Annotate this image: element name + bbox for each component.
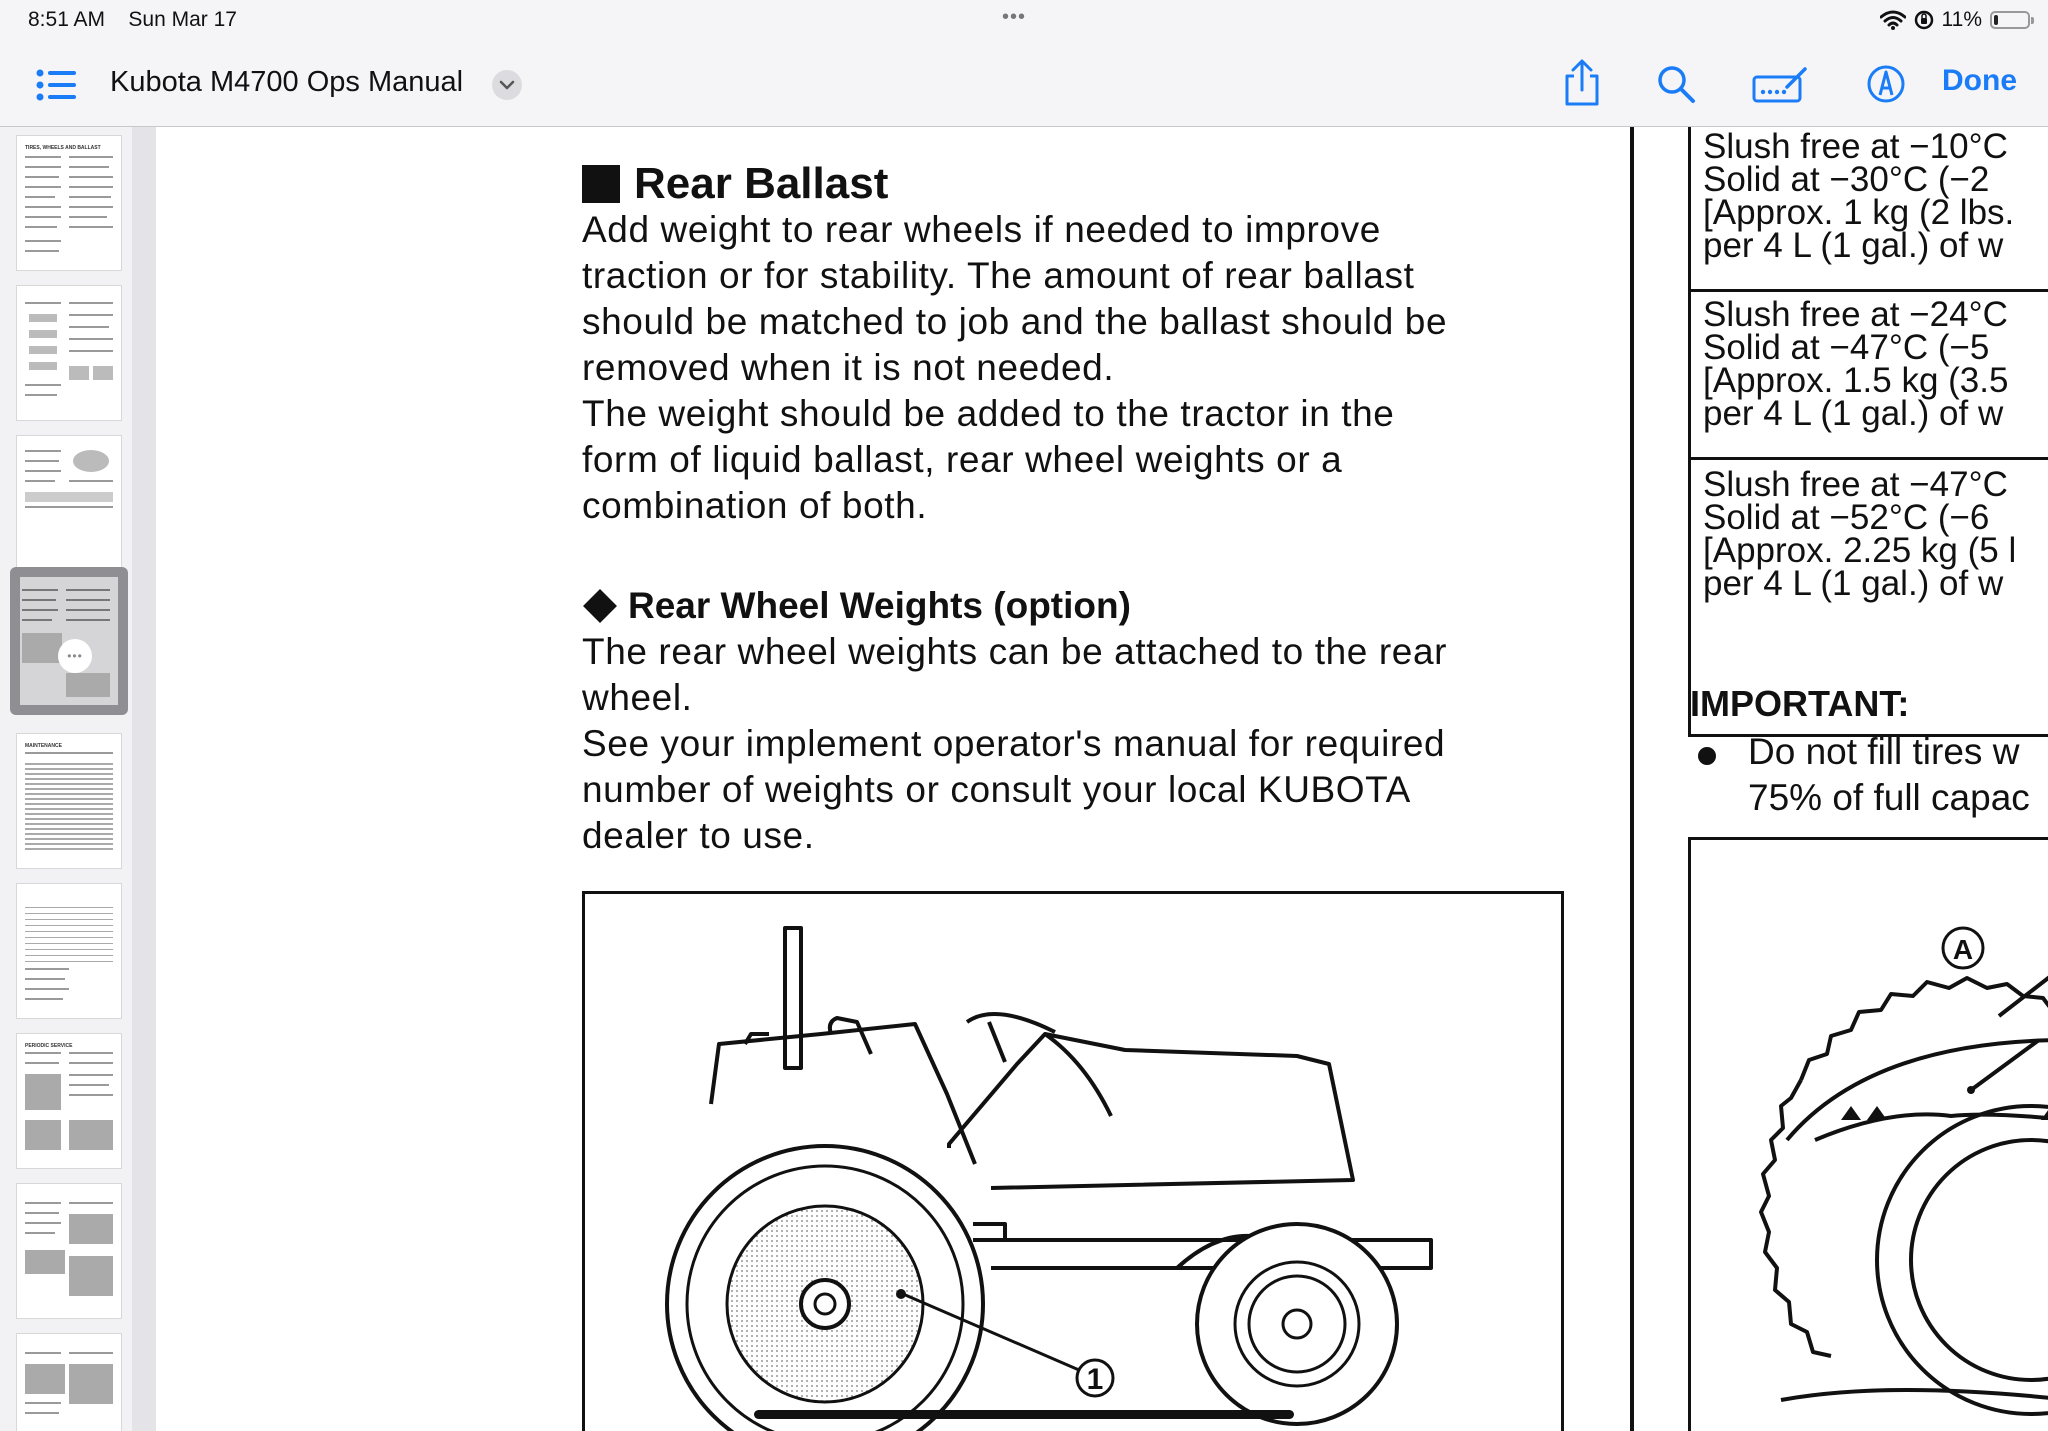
orientation-lock-icon xyxy=(1914,10,1934,30)
page-thumbnail[interactable] xyxy=(16,285,122,421)
page-thumbnail[interactable] xyxy=(16,1333,122,1431)
column-divider xyxy=(1630,127,1634,1431)
list-icon[interactable] xyxy=(36,66,78,104)
battery-percent: 11% xyxy=(1941,8,1982,31)
tractor-illustration xyxy=(585,894,1561,1431)
status-time: 8:51 AM xyxy=(28,8,106,31)
sidebar-divider xyxy=(132,127,156,1431)
table-row: Slush free at −24°C Solid at −47°C (−5 [Approx. 1.5 kg (3.5 per 4 L (1 gal.) of w xyxy=(1691,292,2048,460)
page-thumbnail[interactable] xyxy=(16,883,122,1019)
page-thumbnail[interactable] xyxy=(16,435,122,571)
rear-wheel-weights-paragraph: The rear wheel weights can be attached to the rear wheel. See your implement operator's manual for required number of weights or consult your local KUBOTA dealer to use. xyxy=(582,631,1448,856)
tire-illustration xyxy=(1691,840,2048,1431)
home-indicator[interactable] xyxy=(754,1410,1294,1419)
wifi-icon xyxy=(1880,10,1906,30)
page-thumbnail[interactable] xyxy=(16,1183,122,1319)
status-date: Sun Mar 17 xyxy=(128,8,237,31)
page-thumbnail[interactable]: TIRES, WHEELS AND BALLAST xyxy=(16,135,122,271)
document-page[interactable] xyxy=(156,127,2048,1431)
antifreeze-spec-table xyxy=(1688,127,2048,737)
square-bullet-icon xyxy=(582,165,620,203)
table-row: Slush free at −10°C Solid at −30°C (−2 [Approx. 1 kg (2 lbs. per 4 L (1 gal.) of w xyxy=(1691,127,2048,292)
rear-ballast-paragraph: Add weight to rear wheels if needed to improve traction or for stability. The amount of rear ballast should be matched to job and the ballast should be removed when it is not needed. The weight should be added to the tractor in the form of liquid ballast, rear wheel weights or a combination of both. xyxy=(582,209,1448,526)
more-options-icon[interactable]: ••• xyxy=(58,639,92,673)
search-icon[interactable] xyxy=(1654,62,1698,106)
page-thumbnail[interactable]: MAINTENANCE xyxy=(16,733,122,869)
rear-ballast-heading: Rear Ballast xyxy=(582,159,888,209)
chevron-down-icon[interactable] xyxy=(492,70,522,100)
table-row: Slush free at −47°C Solid at −52°C (−6 [Approx. 2.25 kg (5 l per 4 L (1 gal.) of w xyxy=(1703,465,2017,603)
rear-wheel-weights-heading: Rear Wheel Weights (option) xyxy=(582,585,1131,627)
annotate-icon[interactable] xyxy=(1750,64,1810,106)
diamond-bullet-icon xyxy=(583,589,617,623)
battery-icon xyxy=(1990,11,2030,29)
toolbar xyxy=(0,42,2048,127)
share-icon[interactable] xyxy=(1560,58,1604,108)
status-bar xyxy=(0,0,2048,42)
important-heading: IMPORTANT: xyxy=(1690,683,1910,724)
tire-fill-figure xyxy=(1688,837,2048,1431)
important-text-line: Do not fill tires w xyxy=(1748,731,2020,772)
page-thumbnail-sidebar[interactable] xyxy=(0,127,132,1431)
figure2-callout-label: A xyxy=(1952,934,1974,965)
page-thumbnail-selected[interactable] xyxy=(10,567,128,715)
tractor-figure xyxy=(582,891,1564,1431)
page-thumbnail[interactable]: PERIODIC SERVICE xyxy=(16,1033,122,1169)
multitasking-dots-icon[interactable]: ••• xyxy=(1002,6,1027,28)
important-text-line: 75% of full capac xyxy=(1748,777,2030,818)
markup-icon[interactable] xyxy=(1864,62,1908,106)
figure-callout-label: 1 xyxy=(1086,1363,1104,1396)
bullet-dot-icon xyxy=(1698,747,1716,765)
document-title[interactable]: Kubota M4700 Ops Manual xyxy=(110,66,464,98)
done-button[interactable]: Done xyxy=(1942,64,2017,97)
battery-level xyxy=(1994,15,1998,25)
